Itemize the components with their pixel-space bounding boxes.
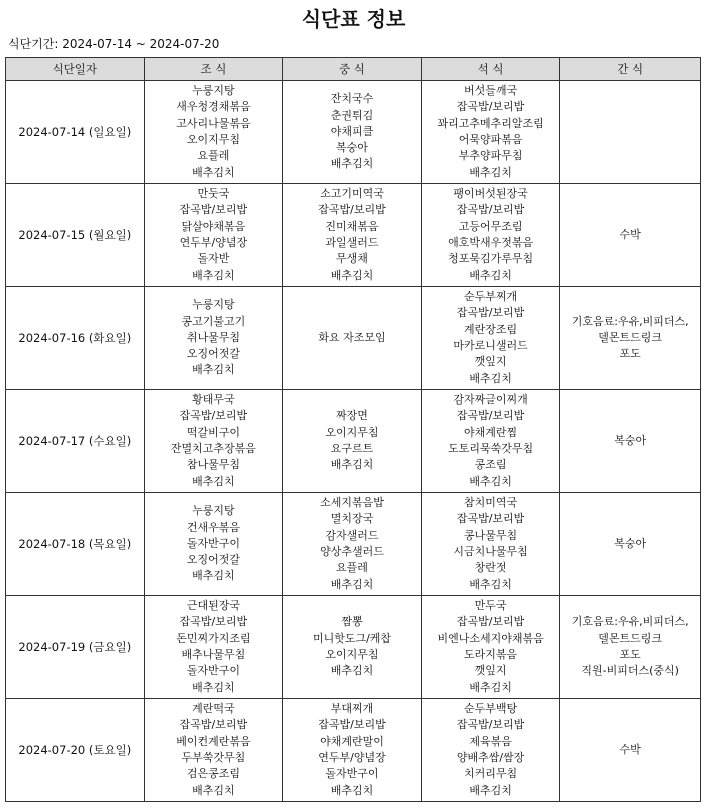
snack-item: 델몬트드링크 [598, 631, 663, 645]
lunch-item: 춘권튀김 [330, 108, 374, 122]
lunch-item: 배추김치 [330, 458, 374, 472]
lunch-item: 요구르트 [330, 442, 374, 455]
breakfast-item: 근대된장국 [186, 599, 240, 613]
breakfast-item: 고사리나물볶음 [176, 116, 251, 130]
dinner-item: 도토리묵쑥갓무침 [448, 442, 534, 455]
dinner-item: 버섯들깨국 [464, 84, 518, 98]
header-dinner: 석 식 [421, 58, 560, 81]
dinner-item: 애호박새우젓볶음 [448, 236, 534, 249]
dinner-item: 참치미역국 [464, 496, 518, 510]
table-row [6, 493, 701, 596]
lunch-item: 진미채볶음 [325, 219, 379, 233]
meal-date: 2024-07-19 (금요일) [6, 596, 145, 699]
breakfast-item: 요플레 [197, 149, 230, 163]
lunch-item: 배추김치 [330, 577, 374, 591]
table-row [6, 184, 701, 287]
dinner-item: 야채계란찜 [464, 425, 518, 439]
dinner-cell [421, 596, 560, 699]
breakfast-item: 잡곡밥/보리밥 [179, 203, 248, 217]
snack-item: 복숭아 [614, 433, 647, 447]
breakfast-item: 돌자반 [197, 252, 230, 266]
breakfast-item: 돌자반구이 [186, 536, 240, 550]
lunch-item: 소고기미역국 [320, 187, 384, 201]
dinner-item: 비엔나소세지야채볶음 [437, 631, 544, 645]
dinner-item: 잡곡밥/보리밥 [456, 615, 525, 629]
meal-period: 식단기간: 2024-07-14 ~ 2024-07-20 [8, 37, 220, 51]
dinner-cell [421, 287, 560, 390]
lunch-item: 오이지무침 [325, 648, 379, 661]
breakfast-item: 참나물무침 [186, 458, 240, 472]
dinner-cell [421, 699, 560, 802]
lunch-item: 돌자반구이 [325, 767, 379, 781]
lunch-item: 소세지볶음밥 [320, 496, 384, 510]
breakfast-item: 누룽지탕 [192, 298, 235, 312]
lunch-cell [283, 287, 422, 390]
breakfast-item: 오징어젓갈 [186, 553, 240, 567]
header-lunch: 중 식 [283, 58, 422, 81]
page-title: 식단표 정보 [301, 7, 406, 31]
breakfast-item: 잡곡밥/보리밥 [179, 718, 248, 732]
dinner-item: 제육볶음 [469, 734, 512, 748]
breakfast-item: 황태무국 [192, 393, 235, 407]
snack-cell [560, 287, 701, 390]
breakfast-cell [144, 390, 283, 493]
meal-table [5, 57, 701, 802]
breakfast-cell [144, 699, 283, 802]
lunch-item: 짜장면 [336, 409, 368, 423]
lunch-item: 배추김치 [330, 783, 374, 797]
breakfast-item: 오이지무침 [186, 133, 240, 146]
dinner-item: 잡곡밥/보리밥 [456, 203, 525, 217]
breakfast-item: 떡갈비구이 [186, 425, 240, 439]
dinner-item: 배추김치 [469, 680, 512, 694]
breakfast-item: 배추김치 [192, 569, 235, 583]
lunch-item: 잡곡밥/보리밥 [318, 203, 386, 217]
lunch-cell [283, 699, 422, 802]
breakfast-item: 검은콩조림 [186, 767, 240, 781]
breakfast-cell [144, 493, 283, 596]
lunch-item: 배추김치 [330, 664, 374, 678]
breakfast-item: 돈민찌가지조림 [176, 631, 251, 645]
meal-date: 2024-07-20 (토요일) [6, 699, 145, 802]
breakfast-item: 배추김치 [192, 783, 235, 797]
breakfast-item: 오징어젓갈 [186, 347, 240, 361]
lunch-cell [283, 596, 422, 699]
dinner-item: 배추김치 [469, 783, 512, 797]
lunch-cell [283, 184, 422, 287]
snack-cell [560, 390, 701, 493]
lunch-item: 야채피클 [330, 124, 374, 138]
breakfast-item: 두부쑥갓무침 [181, 751, 246, 764]
dinner-item: 배추김치 [469, 577, 512, 591]
dinner-item: 배추김치 [469, 371, 512, 385]
dinner-cell [421, 81, 560, 184]
dinner-item: 순두부백탕 [464, 702, 518, 716]
snack-item: 복숭아 [614, 536, 647, 550]
table-row [6, 81, 701, 184]
breakfast-cell [144, 287, 283, 390]
snack-cell [560, 596, 701, 699]
dinner-item: 배추김치 [469, 474, 512, 488]
breakfast-item: 누룽지탕 [192, 504, 235, 518]
lunch-cell [283, 493, 422, 596]
dinner-item: 잡곡밥/보리밥 [456, 512, 525, 526]
dinner-item: 잡곡밥/보리밥 [456, 409, 525, 423]
breakfast-cell [144, 596, 283, 699]
dinner-item: 도라지볶음 [464, 648, 518, 661]
lunch-item: 야채계란말이 [320, 734, 384, 748]
dinner-item: 콩나물무침 [464, 528, 518, 542]
meal-date: 2024-07-17 (수요일) [6, 390, 145, 493]
dinner-item: 마카로니샐러드 [453, 339, 528, 352]
breakfast-item: 계란떡국 [192, 702, 235, 716]
dinner-item: 부추양파무침 [458, 149, 523, 163]
breakfast-item: 배추김치 [192, 363, 235, 377]
meal-date: 2024-07-16 (화요일) [6, 287, 145, 390]
dinner-item: 청포묵김가루무침 [448, 252, 534, 266]
dinner-item: 잡곡밥/보리밥 [456, 306, 525, 320]
lunch-item: 잔치국수 [330, 92, 374, 106]
meal-date: 2024-07-18 (목요일) [6, 493, 145, 596]
breakfast-item: 배추나물무침 [181, 648, 246, 661]
snack-cell [560, 81, 701, 184]
meal-date: 2024-07-14 (일요일) [6, 81, 145, 184]
breakfast-item: 배추김치 [192, 165, 235, 179]
table-row [6, 390, 701, 493]
dinner-item: 계란장조림 [464, 322, 518, 336]
breakfast-item: 콩고기불고기 [181, 314, 246, 328]
header-breakfast: 조 식 [144, 58, 283, 81]
lunch-cell [283, 390, 422, 493]
lunch-item: 감자샐러드 [325, 528, 379, 542]
lunch-item: 양상추샐러드 [320, 545, 384, 558]
dinner-item: 깻잎지 [474, 664, 507, 678]
table-row [6, 596, 701, 699]
breakfast-item: 돌자반구이 [186, 664, 240, 678]
snack-item: 포도 [619, 648, 641, 661]
dinner-item: 팽이버섯된장국 [453, 187, 528, 201]
dinner-cell [421, 184, 560, 287]
dinner-cell [421, 493, 560, 596]
header-row [6, 58, 701, 81]
dinner-item: 감자짜글이찌개 [453, 393, 528, 407]
dinner-item: 양배추쌈/쌈장 [456, 751, 525, 764]
breakfast-item: 배추김치 [192, 268, 235, 282]
breakfast-item: 베이컨계란볶음 [176, 734, 251, 748]
breakfast-item: 취나물무침 [186, 330, 240, 344]
snack-item: 포도 [619, 347, 641, 361]
breakfast-item: 잡곡밥/보리밥 [179, 409, 248, 423]
dinner-item: 배추김치 [469, 165, 512, 179]
breakfast-item: 닭살야채볶음 [181, 219, 246, 233]
lunch-item: 부대찌개 [330, 702, 374, 716]
dinner-item: 치커리무침 [464, 767, 518, 781]
lunch-item: 오이지무침 [325, 425, 379, 439]
breakfast-item: 잡곡밥/보리밥 [179, 615, 248, 629]
lunch-item: 멸치장국 [330, 512, 374, 526]
breakfast-item: 건새우볶음 [186, 520, 240, 534]
table-row [6, 287, 701, 390]
dinner-item: 잡곡밥/보리밥 [456, 100, 525, 114]
lunch-item: 짬뽕 [341, 615, 363, 629]
breakfast-item: 만둣국 [197, 187, 230, 201]
snack-cell [560, 184, 701, 287]
lunch-item: 요플레 [336, 561, 368, 575]
meal-date: 2024-07-15 (월요일) [6, 184, 145, 287]
lunch-item: 과일샐러드 [325, 236, 379, 249]
dinner-item: 시금치나물무침 [453, 545, 528, 558]
dinner-item: 배추김치 [469, 268, 512, 282]
lunch-item: 무생채 [336, 252, 368, 266]
dinner-item: 잡곡밥/보리밥 [456, 718, 525, 732]
lunch-item: 화요 자조모임 [318, 330, 386, 344]
lunch-item: 연두부/양념장 [318, 751, 386, 764]
snack-item: 델몬트드링크 [598, 330, 663, 344]
dinner-item: 깻잎지 [474, 355, 507, 369]
dinner-item: 만두국 [474, 599, 507, 613]
breakfast-item: 배추김치 [192, 680, 235, 694]
breakfast-item: 배추김치 [192, 474, 235, 488]
snack-item: 기호음료:우유,비피더스, [571, 615, 689, 629]
lunch-item: 배추김치 [330, 268, 374, 282]
dinner-item: 꽈리고추메추리알조림 [437, 116, 544, 130]
snack-cell [560, 493, 701, 596]
breakfast-item: 누룽지탕 [192, 84, 235, 98]
breakfast-cell [144, 184, 283, 287]
table-row [6, 699, 701, 802]
snack-cell [560, 699, 701, 802]
lunch-cell [283, 81, 422, 184]
lunch-item: 복숭아 [336, 141, 368, 155]
header-snack: 간 식 [560, 58, 701, 81]
breakfast-cell [144, 81, 283, 184]
breakfast-item: 새우청경채볶음 [176, 100, 251, 114]
snack-item: 수박 [619, 227, 641, 241]
breakfast-item: 잔멸치고추장볶음 [170, 442, 256, 455]
lunch-item: 배추김치 [330, 157, 374, 171]
dinner-item: 고등어무조림 [458, 219, 523, 233]
snack-item: 수박 [619, 742, 641, 756]
header-date: 식단일자 [6, 58, 145, 81]
lunch-item: 미니핫도그/케찹 [312, 631, 392, 645]
snack-item: 기호음료:우유,비피더스, [571, 314, 689, 328]
dinner-item: 순두부찌개 [464, 290, 518, 304]
dinner-item: 어묵양파볶음 [458, 133, 523, 146]
breakfast-item: 연두부/양념장 [179, 236, 248, 249]
dinner-item: 창란젓 [474, 561, 507, 575]
dinner-item: 콩조림 [474, 458, 507, 472]
snack-item: 직원-비피더스(중식) [581, 664, 679, 678]
meal-table-body [6, 81, 701, 802]
dinner-cell [421, 390, 560, 493]
lunch-item: 잡곡밥/보리밥 [318, 718, 386, 732]
